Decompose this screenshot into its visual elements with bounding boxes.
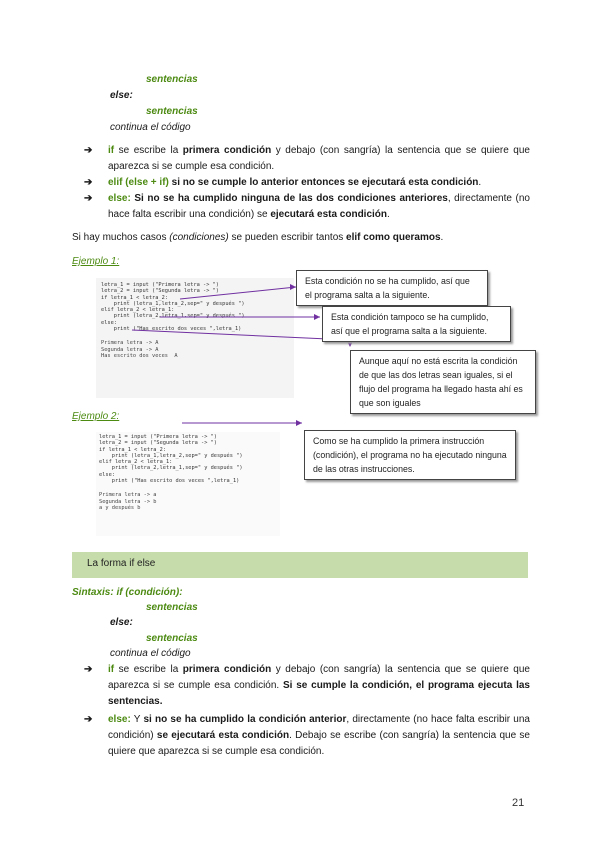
code-line: else: [101,319,117,326]
example1-callout-1: Esta condición no se ha cumplido, así que el programa salta a la siguiente. [296,270,488,306]
code-line: letra_2 = input ("Segunda letra -> ") [99,440,217,447]
page-number: 21 [512,797,525,809]
bullet-if: ➔ if se escribe la primera condición y debajo (con sangría) la sentencia que se quiere que aparezca si se cumple esa condición. [84,145,530,172]
bullet-elif: ➔ elif (else + if) si no se cumple lo anterior entonces se ejecutará esta condición. [86,175,530,191]
output-line: Segunda letra -> b [99,498,157,505]
code-line: if letra_1 < letra_2: [101,294,168,301]
syntax1-continua: continua el código [110,122,191,133]
arrow-icon: ➔ [84,177,93,188]
code-line: letra_2 = input ("Segunda letra -> ") [101,288,219,295]
example2-label: Ejemplo 2: [72,411,120,422]
code-line: print (letra_1,letra_2,sep=" y después ") [101,300,245,307]
section-title: La forma if else [87,558,156,569]
code-line: print (letra_2,letra_1,sep=" y después ") [99,465,243,472]
bullet2-else: ➔ else: Y si no se ha cumplido la condición anterior, directamente (no hace falta escribir una condición) se ejecutará esta condición. Debajo se escribe (con sangría) la sentencia que se quiere que aparezca si se cumple esa condición. [84,714,530,757]
bullet2-if: ➔ if se escribe la primera condición y debajo (con sangría) la sentencia que se quiere que aparezca si se cumple esa condición. Si se cumple la condición, el programa ejecuta las sentencias. [84,664,530,707]
paragraph-elif: Si hay muchos casos (condiciones) se pueden escribir tantos elif como queramos. [72,232,444,243]
code-line: letra_1 = input ("Primera letra -> ") [101,282,219,288]
syntax2-sentencias-2: sentencias [146,633,198,644]
arrow-icon: ➔ [84,145,93,156]
code-line: print (letra_2,letra_1,sep=" y después ") [101,313,245,320]
example1-callout-2: Esta condición tampoco se ha cumplido, así que el programa salta a la siguiente. [322,306,511,342]
code-line: elif letra_2 < letra_1: [99,459,173,466]
output-line: a y después b [99,504,141,511]
example1-label: Ejemplo 1: [72,256,120,267]
output-line: Primera letra -> a [99,492,157,499]
output-line: Has escrito dos veces A [101,352,178,359]
code-line: letra_1 = input ("Primera letra -> ") [99,434,217,440]
syntax2-sentencias-1: sentencias [146,602,198,613]
arrow-icon: ➔ [84,714,93,725]
code-line: print (letra_1,letra_2,sep=" y después ") [99,452,243,459]
code-line: elif letra_2 < letra_1: [101,307,175,314]
syntax2-else: else: [110,617,133,628]
output-line: Segunda letra -> A [101,346,159,353]
code-line: print ("Has escrito dos veces ",letra_1) [101,326,242,333]
syntax1-sentencias-1: sentencias [146,74,198,85]
syntax1-sentencias-2: sentencias [146,106,198,117]
code-line: if letra_1 < letra_2: [99,446,166,453]
code-line: print ("Has escrito dos veces ",letra_1) [99,478,240,485]
output-line: Primera letra -> A [101,340,159,347]
arrow-icon: ➔ [84,193,93,204]
section-bar [72,552,528,578]
example2-callout: Como se ha cumplido la primera instrucción (condición), el programa no ha ejecutado ninguna de las otras instrucciones. [304,430,516,480]
example2-code [96,432,280,536]
code-line: else: [99,471,115,478]
syntax2-continua: continua el código [110,648,191,659]
syntax2-label: Sintaxis: if (condición): [72,587,183,598]
example1-callout-3: Aunque aquí no está escrita la condición de que las dos letras sean iguales, si el flujo del programa ha llegado hasta ahí es que son iguales [350,350,536,414]
arrow-icon: ➔ [84,664,93,675]
bullet-else: ➔ else: Si no se ha cumplido ninguna de las dos condiciones anteriores, directamente (no hace falta escribir una condición) se ejecutará esta condición. [84,193,530,220]
syntax1-else: else: [110,90,133,101]
